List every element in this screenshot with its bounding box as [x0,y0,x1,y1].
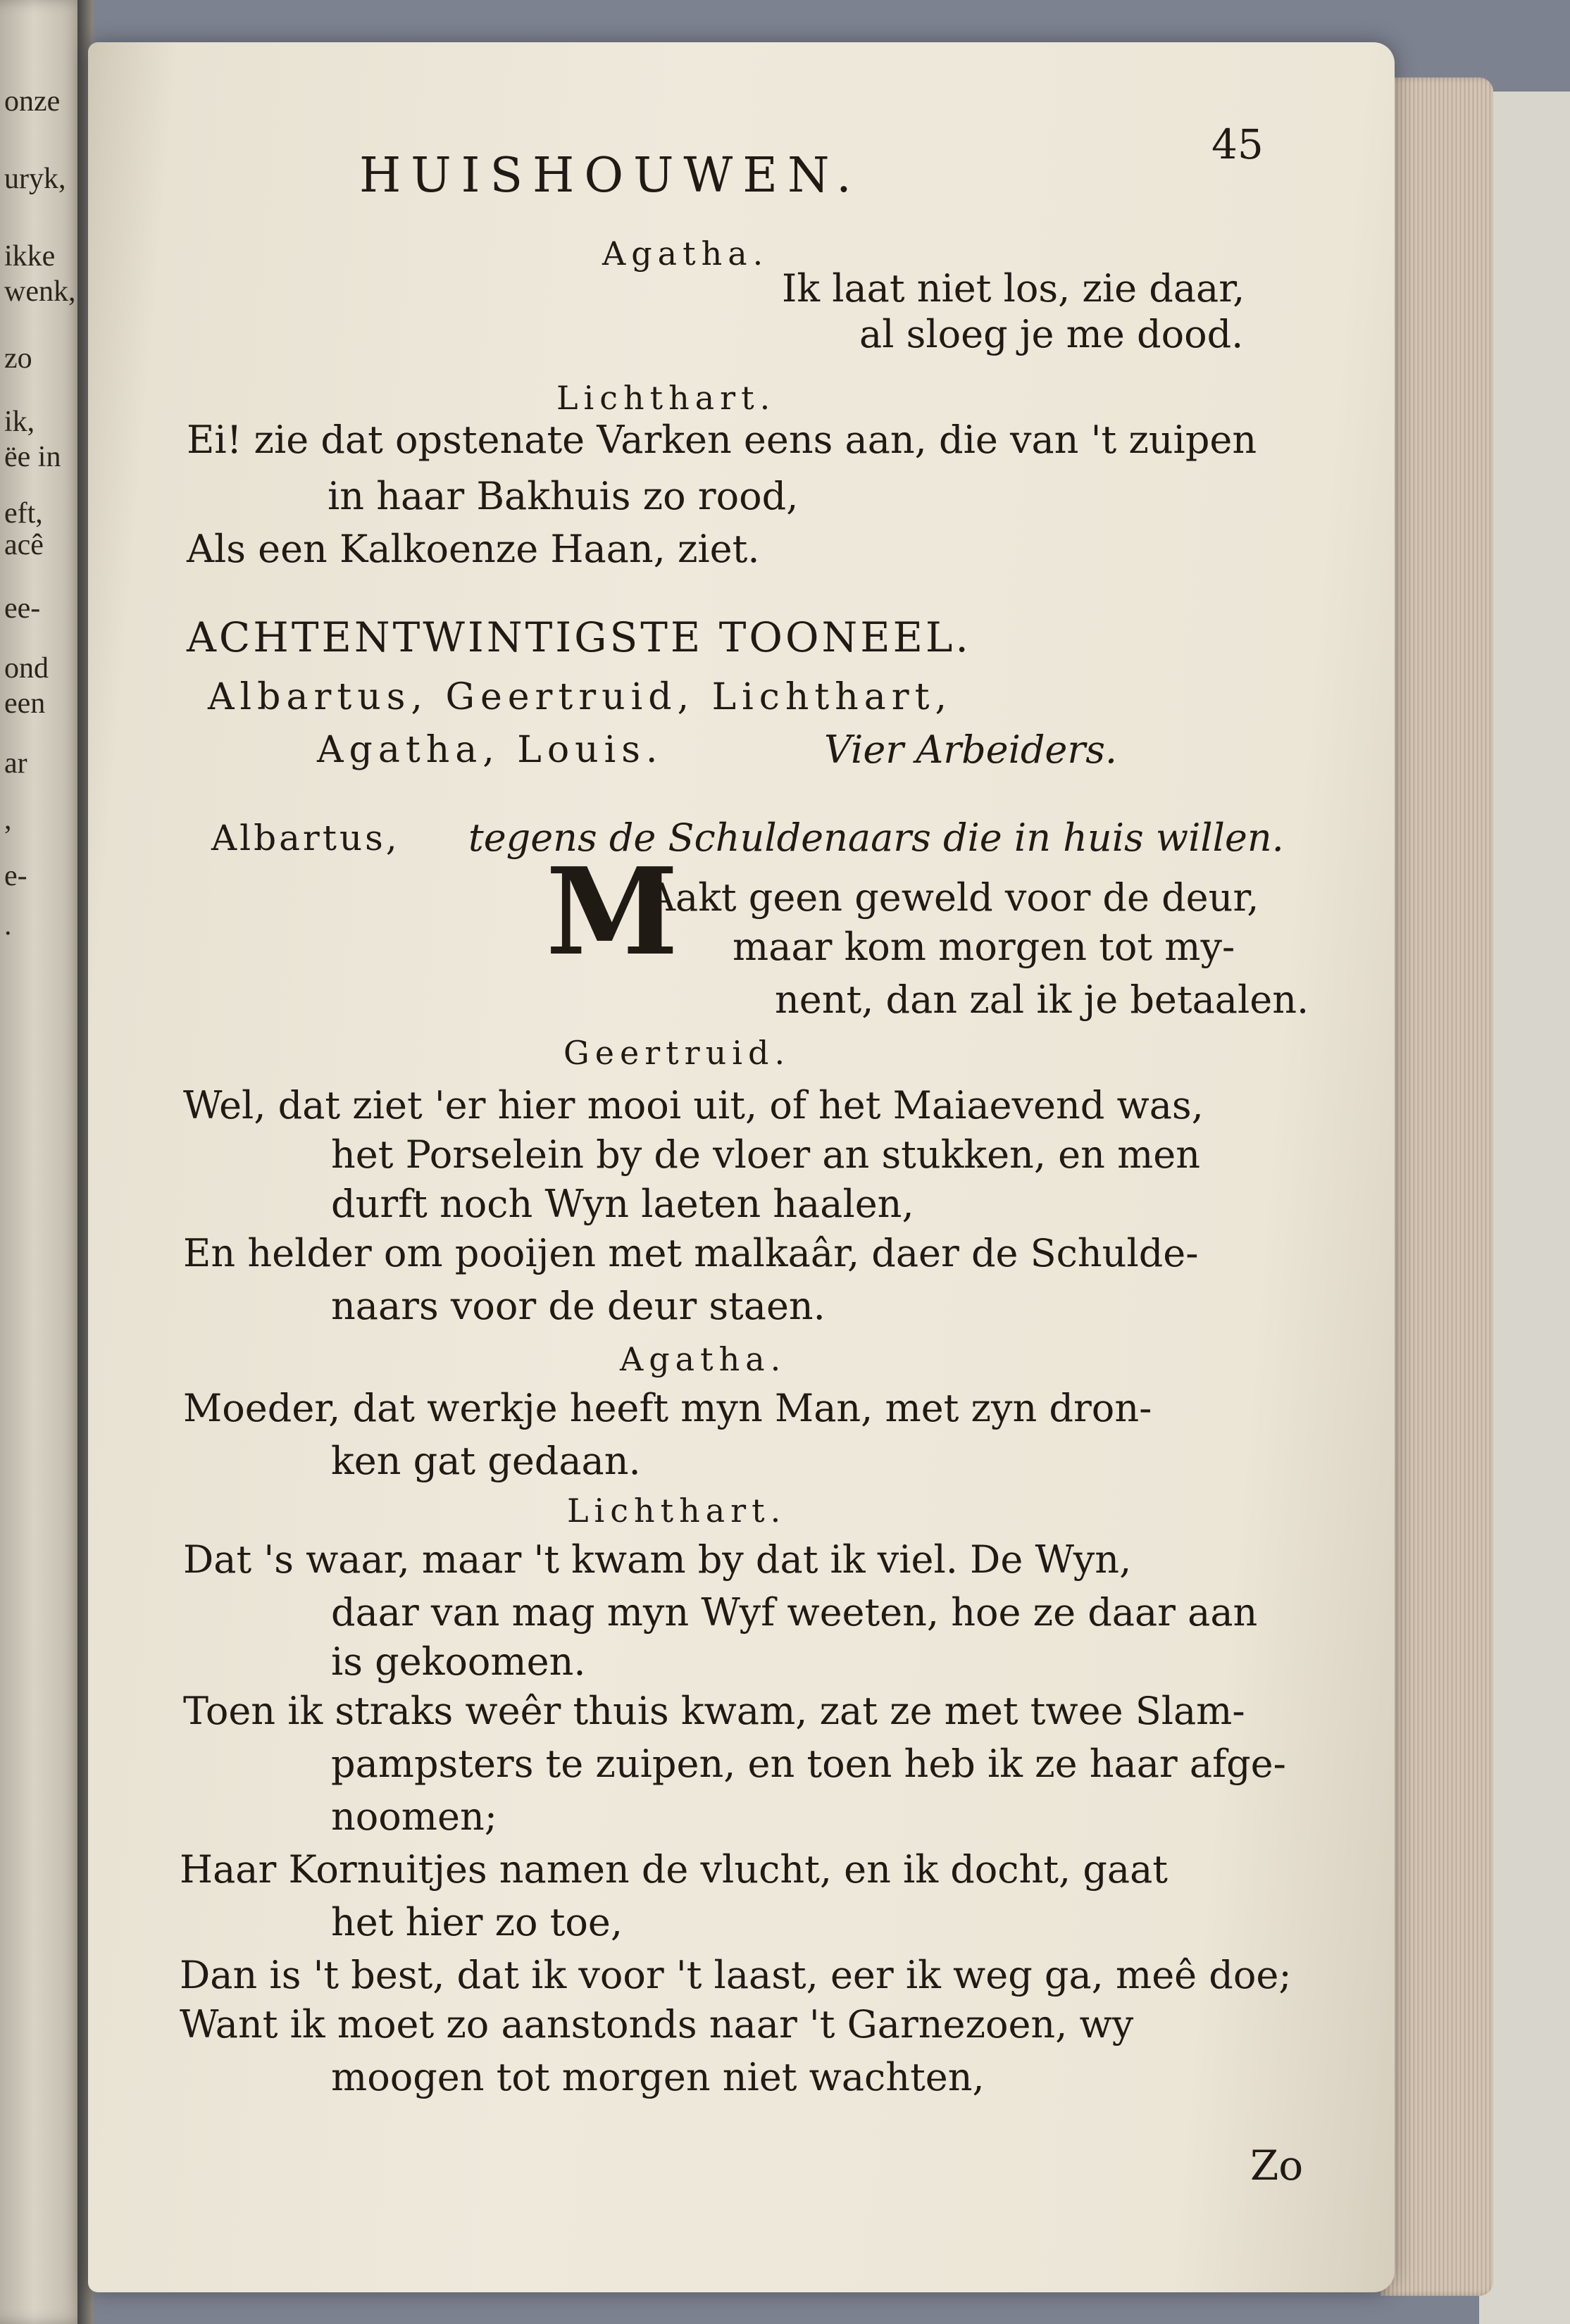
verse-line: Ik laat niet los, zie daar, [782,266,1245,311]
verse-line: het Porselein by de vloer an stukken, en men [331,1132,1201,1177]
cast-list: Albartus, Geertruid, Lichthart, [208,676,953,718]
verse-line: Want ik moet zo aanstonds naar 't Garnezoen, wy [180,2002,1134,2047]
verse-line: noomen; [331,1794,497,1839]
left-fragment: ond [4,652,49,685]
left-fragment: , [4,804,12,836]
left-fragment: ar [4,747,27,780]
stage-direction: tegens de Schuldenaars die in huis willen. [468,816,1284,860]
left-fragment: een [4,687,46,720]
verse-line: het hier zo toe, [331,1900,623,1944]
speaker-name: Lichthart. [556,379,776,417]
left-fragment: ee- [4,592,41,625]
page-number: 45 [1211,120,1264,168]
left-fragment: . [4,909,12,942]
verse-line: Moeder, dat werkje heeft myn Man, met zyn dron- [183,1386,1152,1430]
left-fragment: zo [4,342,32,375]
verse-line: Haar Kornuitjes namen de vlucht, en ik docht, gaat [180,1847,1168,1892]
verse-line: Dat 's waar, maar 't kwam by dat ik viel. De Wyn, [183,1537,1132,1582]
speaker-name: Agatha. [620,1340,787,1378]
verse-line: ken gat gedaan. [331,1439,641,1483]
verse-line: Wel, dat ziet 'er hier mooi uit, of het Maiaevend was, [183,1083,1204,1127]
verse-line: durft noch Wyn laeten haalen, [331,1182,914,1226]
left-fragment: eft, [4,497,43,530]
left-fragment: acê [4,529,44,561]
verse-line: in haar Bakhuis zo rood, [328,474,799,518]
verse-line: pampsters te zuipen, en toen heb ik ze haar afge- [331,1742,1286,1786]
catchword: Zo [1250,2142,1304,2189]
left-fragment: uryk, [4,163,66,195]
verse-line: maar kom morgen tot my- [733,925,1235,969]
left-fragment: onze [4,85,61,118]
left-fragment: ikke [4,240,56,273]
scene-heading: ACHTENTWINTIGSTE TOONEEL. [187,613,971,661]
cast-extras: Vier Arbeiders. [824,727,1118,772]
speaker-name: Geertruid. [563,1034,791,1072]
verse-line: Toen ik straks weêr thuis kwam, zat ze met twee Slam- [183,1689,1245,1733]
speaker-name: Agatha. [602,235,769,273]
left-fragment: ëe in [4,441,61,473]
verse-line: moogen tot morgen niet wachten, [331,2055,985,2099]
verse-line: al sloeg je me dood. [859,312,1244,356]
verse-line: daar van mag myn Wyf weeten, hoe ze daar aan [331,1590,1258,1635]
verse-line: naars voor de deur staen. [331,1284,826,1328]
verse-line: En helder om pooijen met malkaâr, daer de Schulde- [183,1231,1199,1275]
verse-line: Ei! zie dat opstenate Varken eens aan, die van 't zuipen [187,418,1257,462]
left-fragment: wenk, [4,275,76,308]
left-fragment: ik, [4,406,35,438]
left-fragment: e- [4,860,27,892]
verse-line: nent, dan zal ik je betaalen. [775,977,1309,1022]
speaker-name: Albartus, [211,818,400,858]
speaker-name: Lichthart. [567,1492,787,1530]
cast-list: Agatha, Louis. [317,729,663,771]
verse-line: Als een Kalkoenze Haan, ziet. [187,527,760,571]
verse-line: is gekoomen. [331,1639,586,1684]
verse-line: Aakt geen geweld voor de deur, [648,875,1259,920]
drop-cap: M [546,842,679,982]
verse-line: Dan is 't best, dat ik voor 't laast, eer ik weg ga, meê doe; [180,1953,1292,1997]
running-title: HUISHOUWEN. [359,148,861,204]
